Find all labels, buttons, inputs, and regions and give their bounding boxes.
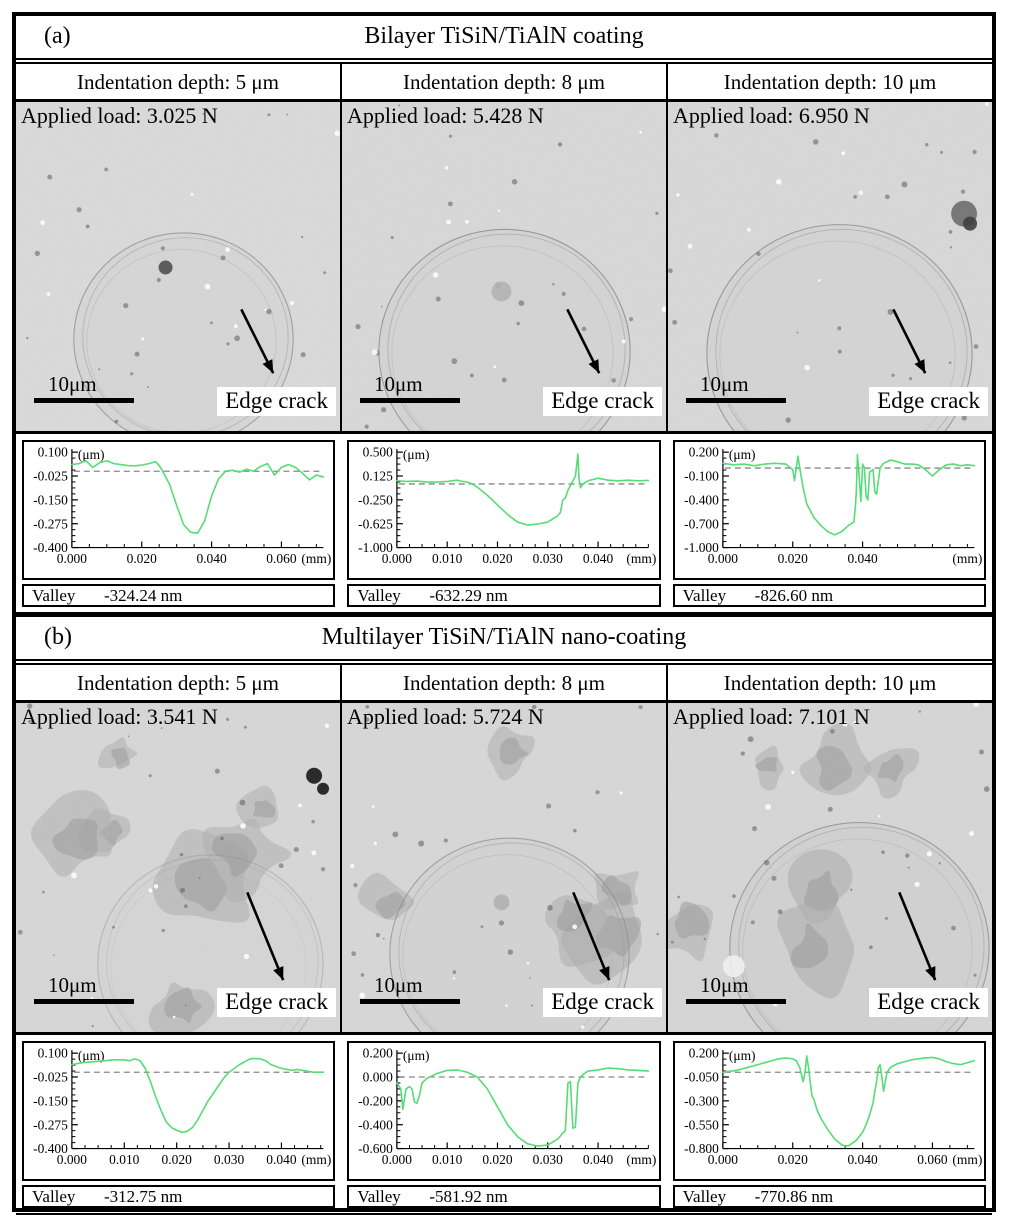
svg-text:-0.700: -0.700 (683, 516, 719, 532)
svg-text:(mm): (mm) (626, 1151, 657, 1167)
svg-text:(μm): (μm) (728, 447, 756, 463)
svg-text:(μm): (μm) (77, 1048, 105, 1064)
scale-bar (34, 372, 134, 403)
applied-load-label: Applied load: 5.724 N (347, 704, 544, 729)
svg-text:0.000: 0.000 (707, 550, 738, 566)
panel-b-plot-row (16, 1035, 992, 1215)
svg-text:-0.600: -0.600 (358, 1141, 394, 1157)
panel-a-title-row (16, 16, 992, 60)
valley-value: -826.60 nm (754, 585, 834, 605)
scale-bar-line (360, 999, 460, 1004)
scale-bar-label: 10μm (374, 372, 423, 396)
svg-text:(mm): (mm) (301, 550, 332, 566)
svg-text:-0.275: -0.275 (33, 516, 68, 532)
valley-value: -581.92 nm (429, 1186, 508, 1206)
svg-text:0.030: 0.030 (213, 1151, 245, 1167)
edge-crack-label: Edge crack (217, 387, 336, 416)
svg-text:0.030: 0.030 (532, 550, 564, 566)
svg-text:-0.150: -0.150 (33, 492, 68, 508)
svg-text:-0.300: -0.300 (683, 1093, 719, 1109)
panel-b-sem-row (16, 703, 992, 1035)
svg-text:0.010: 0.010 (432, 1151, 463, 1167)
scale-bar-line (34, 398, 134, 403)
applied-load-label: Applied load: 5.428 N (347, 103, 544, 128)
edge-crack-label: Edge crack (869, 988, 988, 1017)
scale-bar-label: 10μm (700, 372, 749, 396)
valley-value: -324.24 nm (104, 585, 183, 605)
panel-b-title: Multilayer TiSiN/TiAlN nano-coating (321, 624, 687, 650)
scale-bar-line (686, 999, 786, 1004)
scale-bar-line (360, 398, 460, 403)
svg-text:(μm): (μm) (728, 1048, 756, 1064)
applied-load-label: Applied load: 3.025 N (21, 103, 218, 128)
svg-text:0.000: 0.000 (56, 1151, 88, 1167)
scale-bar (686, 372, 786, 403)
scale-bar-line (686, 398, 786, 403)
svg-text:0.040: 0.040 (847, 1151, 878, 1167)
valley-readout (673, 1185, 986, 1208)
svg-text:-0.025: -0.025 (33, 1069, 68, 1085)
scale-bar (34, 973, 134, 1004)
valley-value: -632.29 nm (429, 585, 508, 605)
svg-text:-0.400: -0.400 (358, 1117, 394, 1133)
valley-readout (673, 584, 986, 607)
svg-text:-0.400: -0.400 (683, 492, 719, 508)
depth-profile-chart (675, 442, 984, 578)
svg-text:0.020: 0.020 (126, 550, 157, 566)
svg-text:(μm): (μm) (403, 1048, 430, 1064)
svg-text:0.040: 0.040 (847, 550, 878, 566)
svg-text:0.000: 0.000 (382, 1151, 413, 1167)
valley-label: Valley (682, 585, 727, 605)
depth-profile-chart (349, 442, 658, 578)
header-depth-5um: Indentation depth: 5 μm (77, 70, 279, 94)
svg-text:(mm): (mm) (626, 550, 657, 566)
svg-text:0.040: 0.040 (266, 1151, 297, 1167)
svg-text:0.200: 0.200 (362, 1045, 394, 1061)
panel-a-plot-row (16, 434, 992, 614)
edge-crack-label: Edge crack (543, 387, 662, 416)
svg-text:0.040: 0.040 (583, 550, 614, 566)
svg-text:0.020: 0.020 (161, 1151, 192, 1167)
panel-a-label: (a) (44, 23, 71, 49)
svg-text:(mm): (mm) (301, 1151, 332, 1167)
svg-text:-0.800: -0.800 (683, 1141, 719, 1157)
svg-text:(μm): (μm) (403, 447, 430, 463)
svg-text:0.060: 0.060 (266, 550, 297, 566)
svg-text:0.020: 0.020 (482, 550, 513, 566)
valley-readout (22, 584, 335, 607)
svg-text:0.040: 0.040 (583, 1151, 614, 1167)
edge-crack-label: Edge crack (869, 387, 988, 416)
profile-plot-b-8um (341, 1041, 666, 1208)
header-depth-10um: Indentation depth: 10 μm (666, 64, 992, 99)
scale-bar-label: 10μm (374, 973, 423, 997)
panel-a-sem-row (16, 102, 992, 434)
valley-label: Valley (32, 585, 76, 605)
svg-text:0.060: 0.060 (916, 1151, 948, 1167)
svg-text:-0.400: -0.400 (33, 1141, 68, 1157)
svg-text:0.000: 0.000 (56, 550, 88, 566)
svg-text:0.010: 0.010 (432, 550, 463, 566)
svg-text:0.020: 0.020 (482, 1151, 513, 1167)
svg-text:0.000: 0.000 (382, 550, 413, 566)
svg-text:0.010: 0.010 (109, 1151, 140, 1167)
profile-plot-a-10um (667, 440, 992, 607)
sem-image-a-10um (666, 102, 992, 431)
svg-text:-0.050: -0.050 (683, 1069, 719, 1085)
valley-label: Valley (357, 585, 401, 605)
valley-readout (347, 1185, 660, 1208)
svg-text:0.020: 0.020 (777, 1151, 808, 1167)
header-depth-10um: Indentation depth: 10 μm (666, 665, 992, 700)
svg-text:0.100: 0.100 (37, 444, 68, 460)
applied-load-label: Applied load: 3.541 N (21, 704, 218, 729)
panel-b-label: (b) (44, 624, 72, 650)
applied-load-label: Applied load: 6.950 N (673, 103, 870, 128)
scale-bar (686, 973, 786, 1004)
depth-profile-chart (24, 1043, 333, 1179)
sem-image-b-10um (666, 703, 992, 1032)
edge-crack-label: Edge crack (543, 988, 662, 1017)
svg-text:0.020: 0.020 (777, 550, 808, 566)
header-depth-5um: Indentation depth: 5 μm (77, 671, 279, 695)
svg-text:0.100: 0.100 (37, 1045, 68, 1061)
sem-image-a-5um (16, 102, 340, 431)
panel-a (16, 16, 992, 614)
header-depth-8um: Indentation depth: 8 μm (340, 665, 666, 700)
svg-text:-0.150: -0.150 (33, 1093, 68, 1109)
svg-text:-0.550: -0.550 (683, 1117, 719, 1133)
header-depth-8um: Indentation depth: 8 μm (340, 64, 666, 99)
svg-text:-0.400: -0.400 (33, 540, 68, 556)
applied-load-label: Applied load: 7.101 N (673, 704, 870, 729)
svg-text:(μm): (μm) (77, 447, 105, 463)
panel-a-header-row (16, 62, 992, 102)
valley-value: -312.75 nm (104, 1186, 183, 1206)
profile-plot-a-8um (341, 440, 666, 607)
svg-text:0.000: 0.000 (362, 1069, 394, 1085)
depth-profile-chart (675, 1043, 984, 1179)
svg-text:-0.275: -0.275 (33, 1117, 68, 1133)
panel-b-header-row (16, 663, 992, 703)
edge-crack-label: Edge crack (217, 988, 336, 1017)
svg-text:0.500: 0.500 (362, 444, 394, 460)
svg-text:-0.025: -0.025 (33, 468, 68, 484)
valley-value: -770.86 nm (754, 1186, 834, 1206)
svg-text:0.000: 0.000 (707, 1151, 738, 1167)
valley-readout (22, 1185, 335, 1208)
figure-frame (12, 12, 996, 1212)
svg-text:0.030: 0.030 (532, 1151, 564, 1167)
sem-image-b-5um (16, 703, 340, 1032)
panel-b-title-row (16, 617, 992, 661)
svg-text:-0.250: -0.250 (358, 492, 394, 508)
profile-plot-b-5um (16, 1041, 341, 1208)
scale-bar-label: 10μm (48, 372, 97, 396)
depth-profile-chart (24, 442, 333, 578)
svg-text:(mm): (mm) (952, 1151, 982, 1167)
svg-text:-0.200: -0.200 (358, 1093, 394, 1109)
valley-readout (347, 584, 660, 607)
svg-text:0.125: 0.125 (362, 468, 394, 484)
sem-image-b-8um (340, 703, 666, 1032)
profile-plot-a-5um (16, 440, 341, 607)
svg-text:-0.625: -0.625 (358, 516, 394, 532)
scale-bar (360, 973, 460, 1004)
svg-text:0.040: 0.040 (196, 550, 227, 566)
svg-text:-1.000: -1.000 (683, 540, 719, 556)
valley-label: Valley (32, 1186, 76, 1206)
scale-bar-line (34, 999, 134, 1004)
scale-bar (360, 372, 460, 403)
svg-text:-0.100: -0.100 (683, 468, 719, 484)
panel-a-title: Bilayer TiSiN/TiAlN coating (364, 23, 644, 49)
depth-profile-chart (349, 1043, 658, 1179)
scale-bar-label: 10μm (700, 973, 749, 997)
svg-text:(mm): (mm) (952, 550, 982, 566)
valley-label: Valley (357, 1186, 401, 1206)
panel-b (16, 614, 992, 1215)
svg-text:-1.000: -1.000 (358, 540, 394, 556)
svg-text:0.200: 0.200 (688, 1045, 719, 1061)
sem-image-a-8um (340, 102, 666, 431)
scale-bar-label: 10μm (48, 973, 97, 997)
valley-label: Valley (682, 1186, 727, 1206)
profile-plot-b-10um (667, 1041, 992, 1208)
svg-text:0.200: 0.200 (688, 444, 719, 460)
